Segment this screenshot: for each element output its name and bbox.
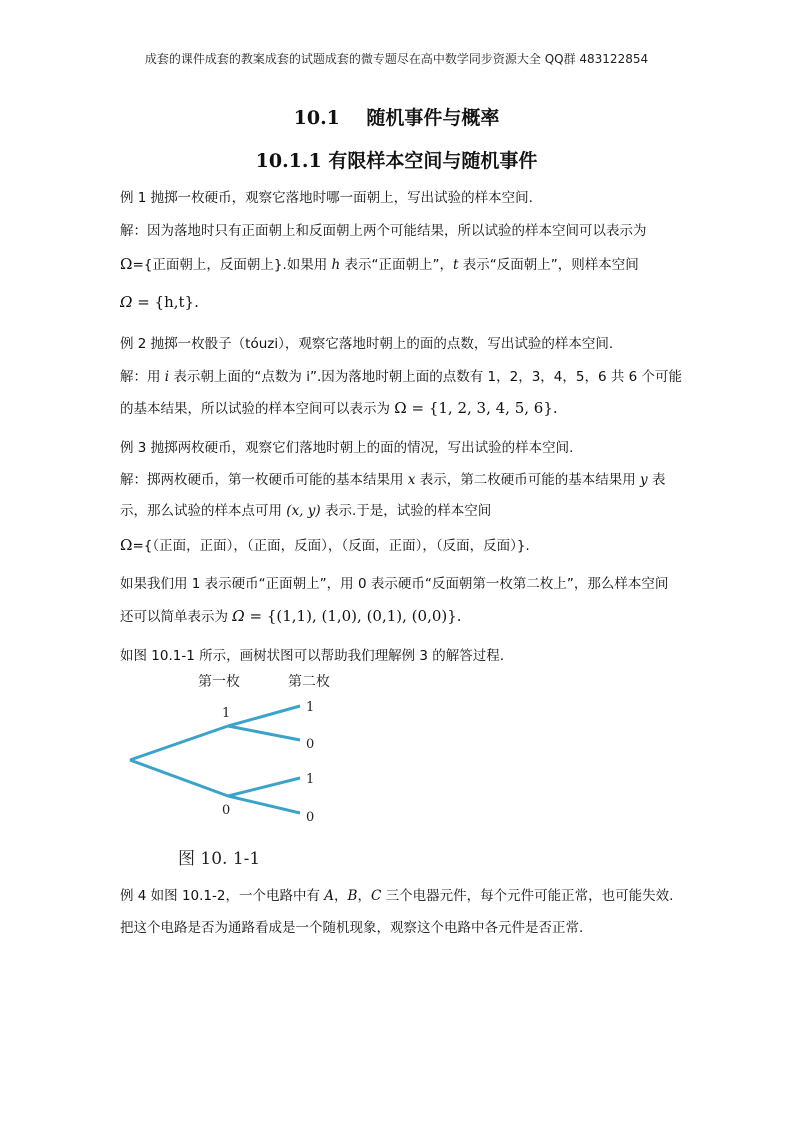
text-run: 表示“反面朝上”，则样本空间 (458, 257, 639, 273)
example-1-answer-line-3 (120, 293, 199, 311)
example-4-line-2: 把这个电路是否为通路看成是一个随机现象，观察这个电路中各元件是否正常. (120, 920, 584, 936)
tree-leaf: 1 (306, 772, 315, 787)
tree-diagram (120, 668, 360, 873)
math-var: i (164, 369, 170, 385)
omega-symbol: Ω (120, 293, 133, 311)
math-var: A (324, 888, 335, 904)
sample-space-set: ={（正面，正面），（正面，反面），（反面，正面），（反面，反面）}. (132, 538, 530, 554)
tree-edge (228, 706, 300, 726)
sample-space-set: = {1, 2, 3, 4, 5, 6}. (406, 399, 558, 417)
page-header: 成套的课件成套的教案成套的试题成套的微专题尽在高中数学同步资源大全 QQ群 483122854 (144, 52, 649, 66)
sample-space-set: ={正面朝上，反面朝上} (132, 257, 283, 273)
example-1-answer-line-2 (120, 253, 639, 273)
math-var: h (331, 257, 341, 273)
tree-col-label-first: 第一枚 (198, 674, 240, 690)
tree-node-0: 0 (222, 803, 231, 818)
section-title: 10.1 随机事件与概率 (293, 107, 500, 129)
sample-space-set: = {h,t}. (132, 293, 199, 311)
text-run: 例 4 如图 10.1-2，一个电路中有 (120, 888, 325, 904)
figure-caption: 图 10. 1-1 (178, 849, 261, 869)
text-run: 表示“正面朝上”， (340, 257, 454, 273)
tree-leaf: 1 (306, 700, 315, 715)
tree-node-1: 1 (222, 706, 231, 721)
example-4-line-1 (120, 884, 673, 904)
text-run: 表示朝上面的“点数为 i”.因为落地时朝上面的点数有 1，2，3，4，5，6 共 6 个可能 (169, 369, 683, 385)
omega-symbol: Ω (120, 536, 133, 554)
math-var: t (453, 257, 459, 273)
tree-edge (228, 778, 300, 796)
omega-symbol: Ω (232, 607, 245, 625)
text-run: ， (334, 888, 348, 904)
subsection-title: 10.1.1 有限样本空间与随机事件 (255, 150, 538, 172)
text-run: 还可以简单表示为 (120, 609, 233, 625)
text-run: 三个电器元件，每个元件可能正常，也可能失效. (381, 888, 674, 904)
omega-symbol: Ω (120, 255, 133, 273)
text-run: ， (357, 888, 371, 904)
text-run: 解：用 (120, 369, 165, 385)
math-var: y (640, 472, 648, 488)
tree-edge (228, 726, 300, 740)
example-3-answer-line-2 (120, 499, 491, 519)
example-2-answer-line-1 (120, 365, 682, 385)
math-var: C (370, 888, 382, 904)
example-3-answer-line-1 (120, 468, 665, 488)
tree-edge (130, 726, 228, 760)
tree-leaf: 0 (306, 810, 315, 825)
example-1-question: 例 1 抛掷一枚硬币，观察它落地时哪一面朝上，写出试验的样本空间. (120, 190, 533, 206)
text-run: 表 (647, 472, 666, 488)
omega-symbol: Ω (394, 399, 407, 417)
text-run: 解：掷两枚硬币，第一枚硬币可能的基本结果用 (120, 472, 408, 488)
example-3-answer-line-3 (120, 534, 530, 554)
example-2-answer-line-2 (120, 397, 558, 417)
math-pair: (x, y) (286, 503, 321, 519)
text-run: 表示.于是，试验的样本空间 (320, 503, 492, 519)
example-3-question: 例 3 抛掷两枚硬币，观察它们落地时朝上的面的情况，写出试验的样本空间. (120, 440, 574, 456)
math-var: B (347, 888, 358, 904)
text-run: 示，那么试验的样本点可用 (120, 503, 287, 519)
example-3-answer-line-4: 如果我们用 1 表示硬币“正面朝上”，用 0 表示硬币“反面朝第一枚第二枚上”，那么样本空间 (120, 576, 669, 592)
example-3-answer-line-5 (120, 605, 462, 625)
text-run: .如果用 (282, 257, 332, 273)
math-var: x (407, 472, 416, 488)
example-1-answer-line-1: 解：因为落地时只有正面朝上和反面朝上两个可能结果，所以试验的样本空间可以表示为 (120, 223, 647, 239)
tree-edge (228, 796, 300, 813)
tree-leaf: 0 (306, 737, 315, 752)
tree-edge (130, 760, 228, 796)
example-3-answer-line-6: 如图 10.1-1 所示，画树状图可以帮助我们理解例 3 的解答过程. (120, 648, 505, 664)
example-2-question: 例 2 抛掷一枚骰子（tóuzi），观察它落地时朝上的面的点数，写出试验的样本空间. (120, 336, 614, 352)
sample-space-set: = {(1,1), (1,0), (0,1), (0,0)}. (244, 607, 462, 625)
tree-col-label-second: 第二枚 (288, 674, 330, 690)
text-run: 的基本结果，所以试验的样本空间可以表示为 (120, 401, 395, 417)
text-run: 表示，第二枚硬币可能的基本结果用 (415, 472, 641, 488)
